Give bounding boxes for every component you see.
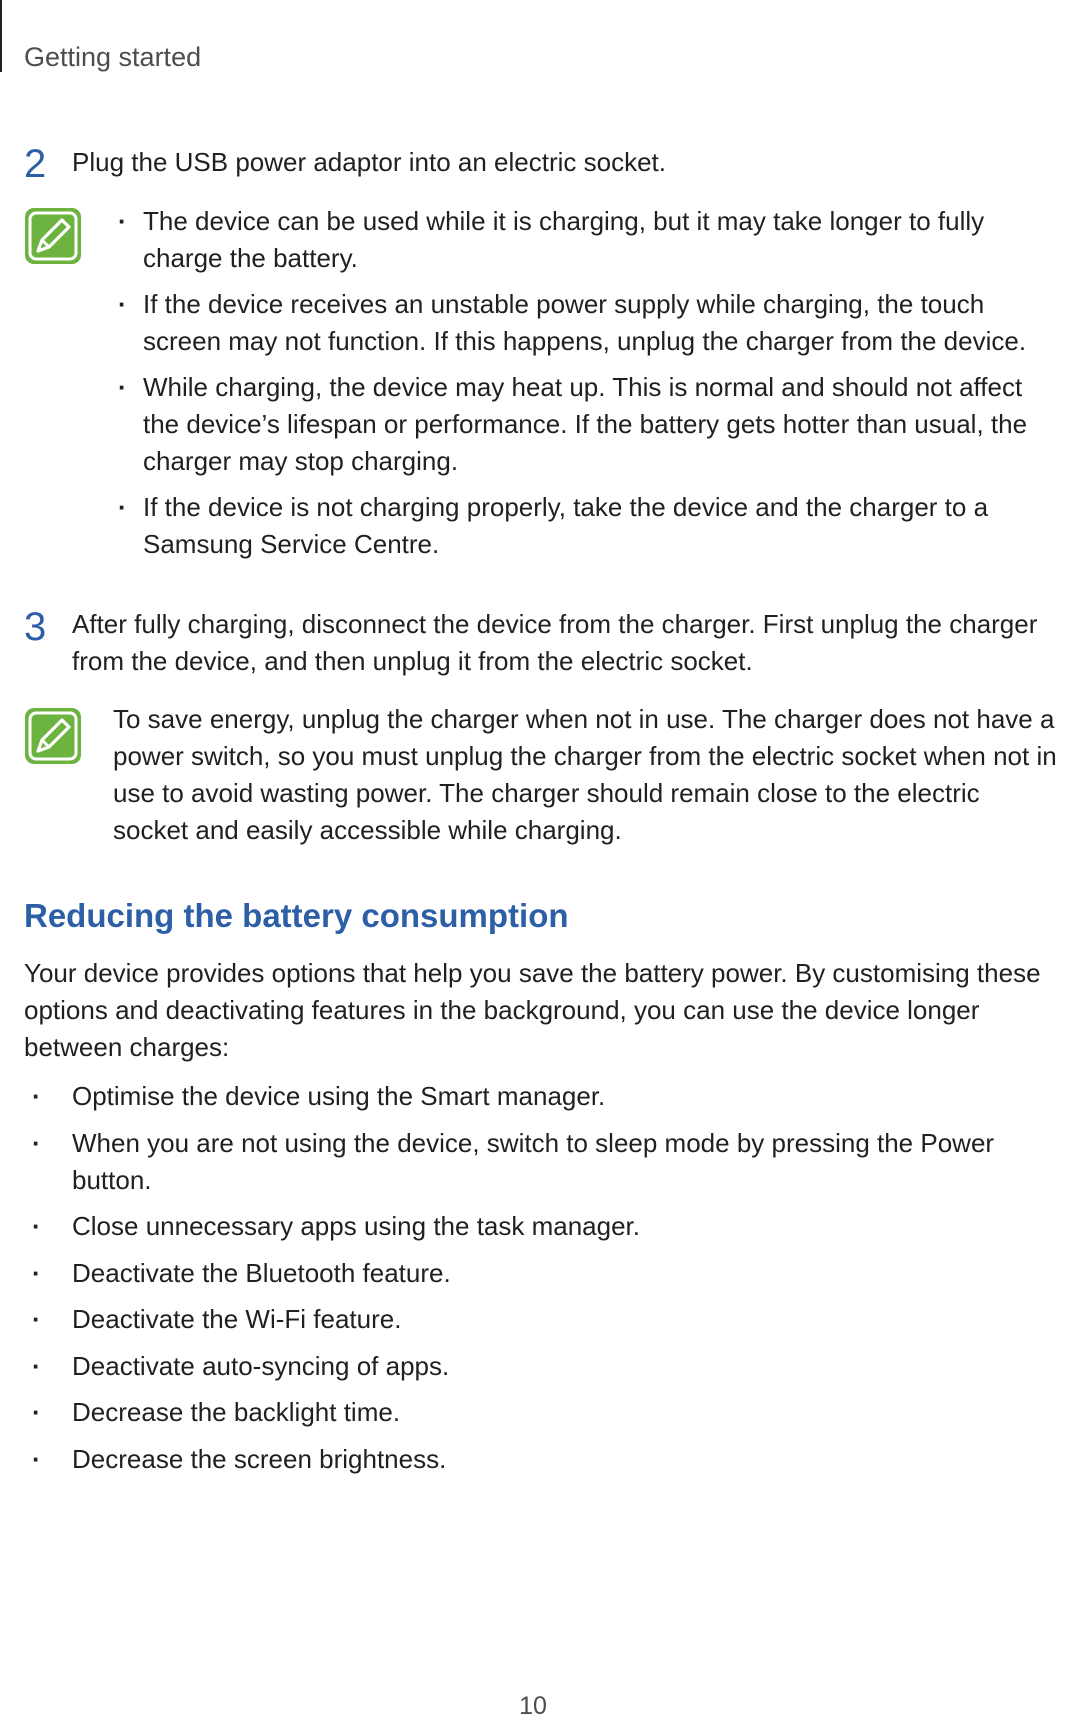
list-item: · Deactivate the Bluetooth feature.	[24, 1255, 1064, 1292]
list-item: · Close unnecessary apps using the task manager.	[24, 1208, 1064, 1245]
list-item: · Decrease the screen brightness.	[24, 1441, 1064, 1478]
intro-paragraph: Your device provides options that help you save the battery power. By customising these options and deactivating features in the background, you can use the device longer between charges:	[24, 958, 1041, 1062]
battery-tips-list	[24, 1078, 1064, 1487]
note-pencil-icon	[25, 708, 81, 764]
list-item: · Decrease the backlight time.	[24, 1394, 1064, 1431]
list-item: · When you are not using the device, switch to sleep mode by pressing the Power button.	[24, 1125, 1064, 1199]
page-number: 10	[519, 1692, 547, 1720]
list-item: · While charging, the device may heat up. This is normal and should not affect the device’s lifespan or performance. If the battery gets hotter than usual, the charger may stop charging.	[118, 369, 1058, 480]
list-item: · Deactivate auto-syncing of apps.	[24, 1348, 1064, 1385]
step-text: Plug the USB power adaptor into an electric socket.	[72, 147, 666, 177]
section-header-label: Getting started	[24, 42, 202, 72]
list-item: · The device can be used while it is charging, but it may take longer to fully charge the battery.	[118, 203, 1058, 277]
list-item: · If the device receives an unstable power supply while charging, the touch screen may not function. If this happens, unplug the charger from the device.	[118, 286, 1058, 360]
list-item: · Deactivate the Wi-Fi feature.	[24, 1301, 1064, 1338]
note-bullet-list	[118, 203, 1058, 572]
note-pencil-icon	[25, 208, 81, 264]
list-item: · If the device is not charging properly, take the device and the charger to a Samsung Service Centre.	[118, 489, 1058, 563]
page-edge-marker	[0, 0, 2, 72]
step-text: After fully charging, disconnect the device from the charger. First unplug the charger from the device, and then unplug it from the electric socket.	[72, 609, 1038, 676]
list-item: · Optimise the device using the Smart manager.	[24, 1078, 1064, 1115]
step-number: 2	[24, 142, 47, 186]
note-paragraph: To save energy, unplug the charger when not in use. The charger does not have a power switch, so you must unplug the charger from the electric socket when not in use to avoid wasting power. The charger should remain close to the electric socket and easily accessible while charging.	[113, 704, 1057, 845]
section-heading: Reducing the battery consumption	[24, 897, 569, 934]
step-number: 3	[24, 605, 47, 649]
